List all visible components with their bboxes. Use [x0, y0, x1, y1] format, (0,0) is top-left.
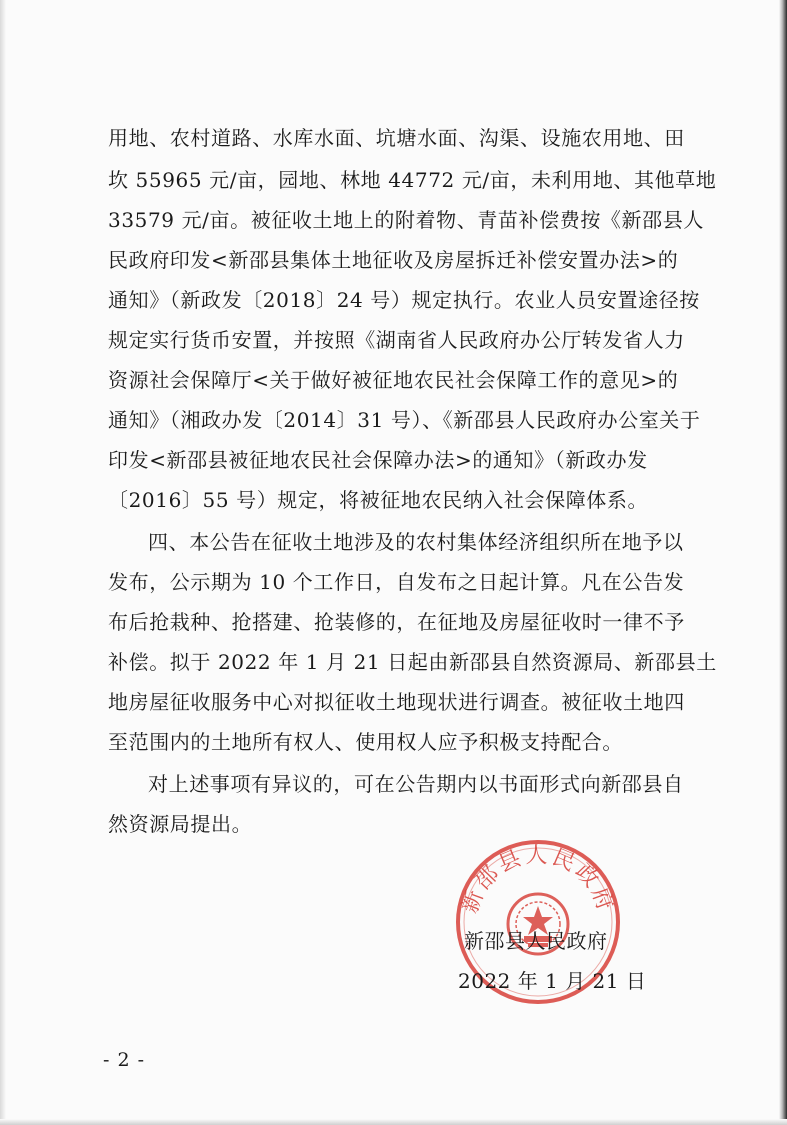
body-line-2: 坎 55965 元/亩，园地、林地 44772 元/亩，未利用地、其他草地	[108, 168, 717, 192]
scan-edge-bottom	[0, 1119, 787, 1125]
body-line-12: 发布，公示期为 10 个工作日，自发布之日起计算。凡在公告发	[108, 570, 685, 594]
body-line-1: 用地、农村道路、水库水面、坑塘水面、沟渠、设施农用地、田	[108, 126, 685, 150]
body-line-4: 民政府印发<新邵县集体土地征收及房屋拆迁补偿安置办法>的	[108, 248, 679, 272]
body-line-6: 规定实行货币安置，并按照《湖南省人民政府办公厅转发省人力	[108, 328, 685, 352]
body-line-8: 通知》（湘政办发〔2014〕31 号）、《新邵县人民政府办公室关于	[108, 408, 701, 432]
seal-text-path: 新邵县人民政府	[457, 843, 619, 917]
body-line-7: 资源社会保障厅<关于做好被征地农民社会保障工作的意见>的	[108, 368, 679, 392]
body-line-10: 〔2016〕55 号）规定，将被征地农民纳入社会保障体系。	[108, 488, 649, 512]
seal-text	[458, 843, 619, 916]
body-line-15: 地房屋征收服务中心对拟征收土地现状进行调查。被征收土地四	[108, 690, 685, 714]
body-line-13: 布后抢栽种、抢搭建、抢装修的，在征地及房屋征收时一律不予	[108, 610, 685, 634]
body-line-14: 补偿。拟于 2022 年 1 月 21 日起由新邵县自然资源局、新邵县土	[108, 650, 717, 674]
body-line-3: 33579 元/亩。被征收土地上的附着物、青苗补偿费按《新邵县人	[108, 208, 704, 232]
body-line-16: 至范围内的土地所有权人、使用权人应予积极支持配合。	[108, 730, 623, 754]
issue-date: 2022 年 1 月 21 日	[458, 969, 647, 993]
page-number: - 2 -	[103, 1049, 146, 1071]
body-line-5: 通知》（新政发〔2018〕24 号）规定执行。农业人员安置途径按	[108, 288, 700, 312]
body-line-11: 四、本公告在征收土地涉及的农村集体经济组织所在地予以	[148, 530, 684, 554]
issuer-name: 新邵县人民政府	[464, 929, 608, 953]
body-line-17: 对上述事项有异议的，可在公告期内以书面形式向新邵县自	[148, 772, 684, 796]
body-line-9: 印发<新邵县被征地农民社会保障办法>的通知》（新政办发	[108, 448, 648, 472]
body-line-18: 然资源局提出。	[108, 812, 253, 836]
scan-edge-right	[779, 0, 787, 1125]
scan-edge-left	[0, 0, 6, 1125]
